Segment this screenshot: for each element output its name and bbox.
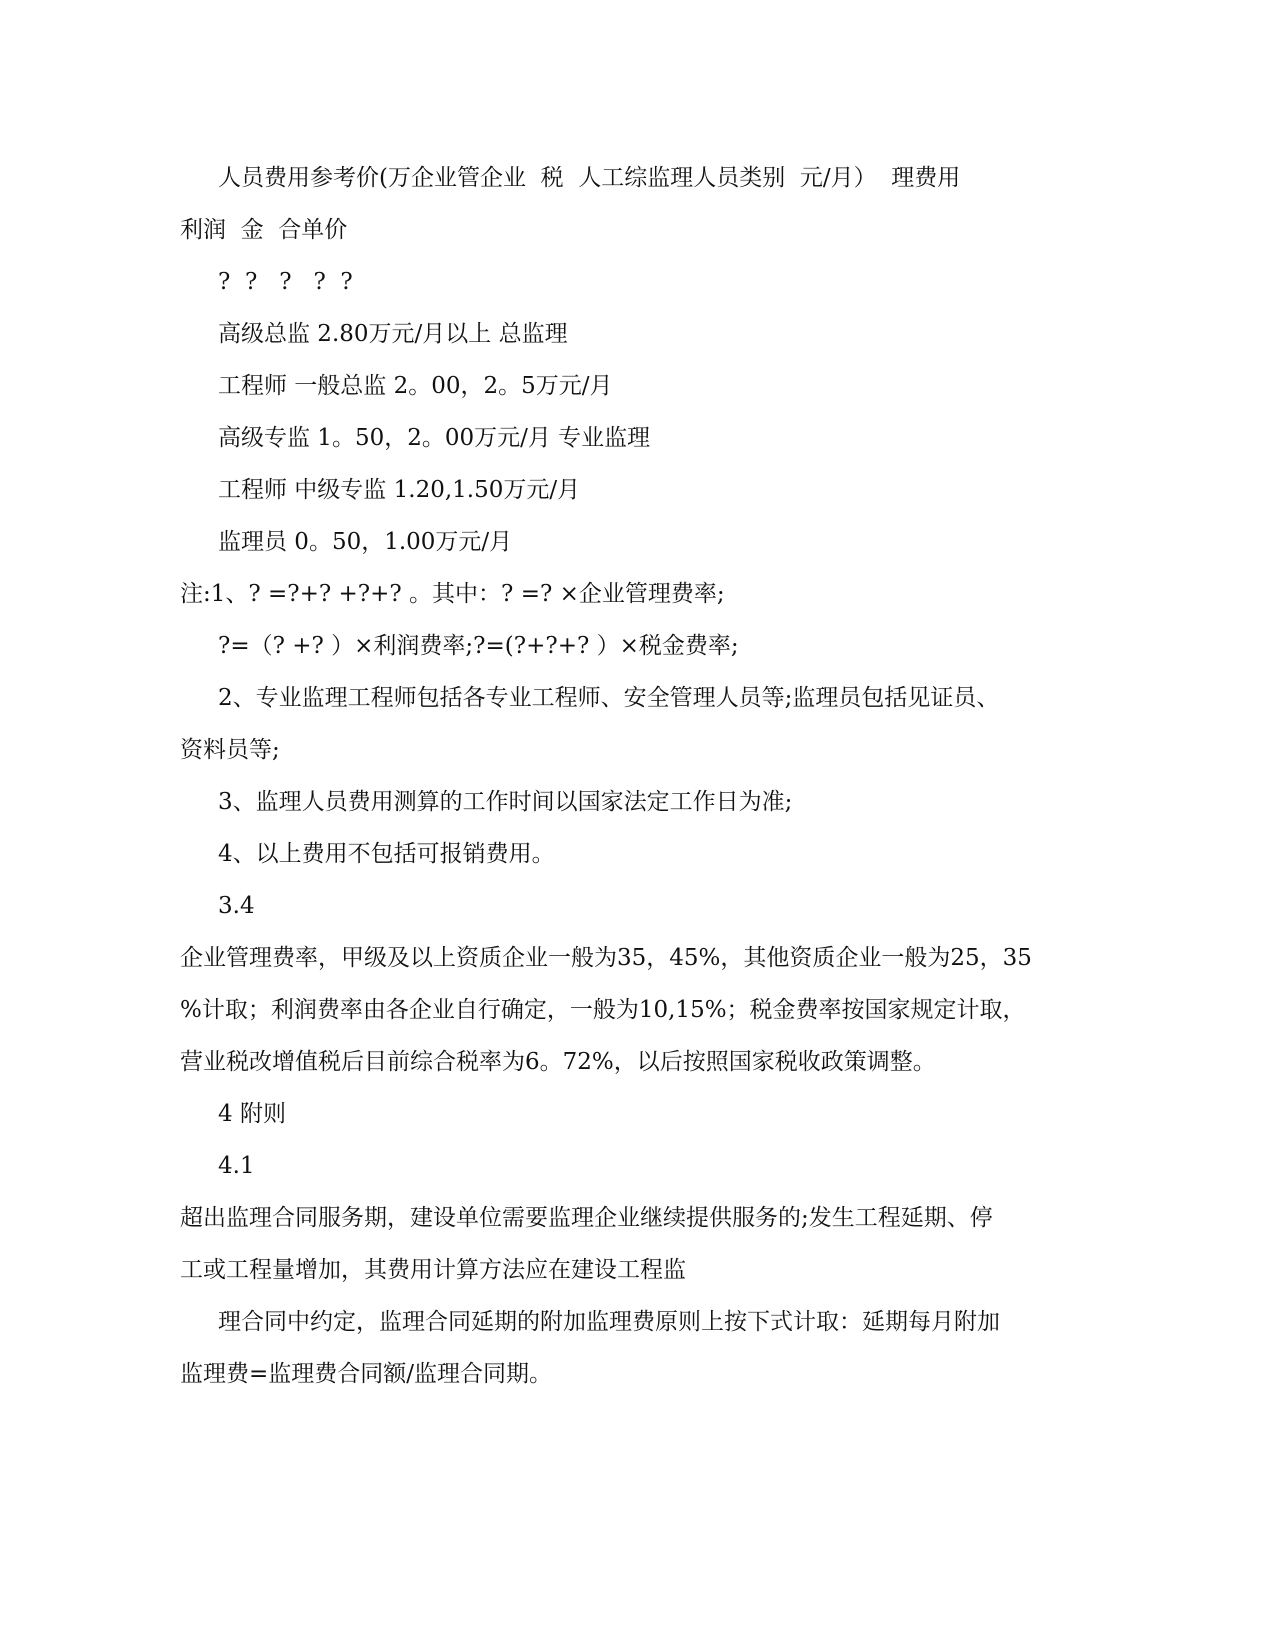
text-line: 高级总监 2.80万元/月以上 总监理: [218, 321, 568, 347]
text-line: 人员费用参考价(万企业管企业 税 人工综监理人员类别 元/月） 理费用: [218, 165, 961, 191]
text-line: 资料员等;: [180, 737, 280, 763]
text-line: 理合同中约定，监理合同延期的附加监理费原则上按下式计取：延期每月附加: [218, 1309, 1000, 1335]
text-line: 4、以上费用不包括可报销费用。: [218, 841, 555, 867]
text-line: %计取；利润费率由各企业自行确定，一般为10,15%；税金费率按国家规定计取，: [180, 997, 1026, 1023]
text-line: 利润 金 合单价: [180, 217, 348, 243]
text-line: 工或工程量增加，其费用计算方法应在建设工程监: [180, 1257, 686, 1283]
text-line: 4.1: [218, 1153, 255, 1179]
text-line: ?=（? +? ）×利润费率;?=(?+?+? ）×税金费率;: [218, 633, 739, 659]
text-line: 超出监理合同服务期，建设单位需要监理企业继续提供服务的;发生工程延期、停: [180, 1205, 993, 1231]
text-line: 监理费=监理费合同额/监理合同期。: [180, 1361, 553, 1387]
text-line: 监理员 0。50，1.00万元/月: [218, 529, 513, 555]
text-line: 营业税改增值税后目前综合税率为6。72%，以后按照国家税收政策调整。: [180, 1049, 936, 1075]
text-line: ? ? ? ? ?: [218, 269, 353, 295]
text-line: 4 附则: [218, 1101, 286, 1127]
text-line: 企业管理费率，甲级及以上资质企业一般为35，45%，其他资质企业一般为25，35: [180, 945, 1032, 971]
text-line: 3.4: [218, 893, 255, 919]
text-line: 注:1、? =?+? +?+? 。其中：? =? ×企业管理费率;: [180, 581, 725, 607]
text-line: 工程师 一般总监 2。00，2。5万元/月: [218, 373, 613, 399]
text-line: 2、专业监理工程师包括各专业工程师、安全管理人员等;监理员包括见证员、: [218, 685, 1000, 711]
text-line: 工程师 中级专监 1.20,1.50万元/月: [218, 477, 581, 503]
document-page: [180, 152, 1040, 1400]
text-line: 3、监理人员费用测算的工作时间以国家法定工作日为准;: [218, 789, 793, 815]
text-line: 高级专监 1。50，2。00万元/月 专业监理: [218, 425, 651, 451]
